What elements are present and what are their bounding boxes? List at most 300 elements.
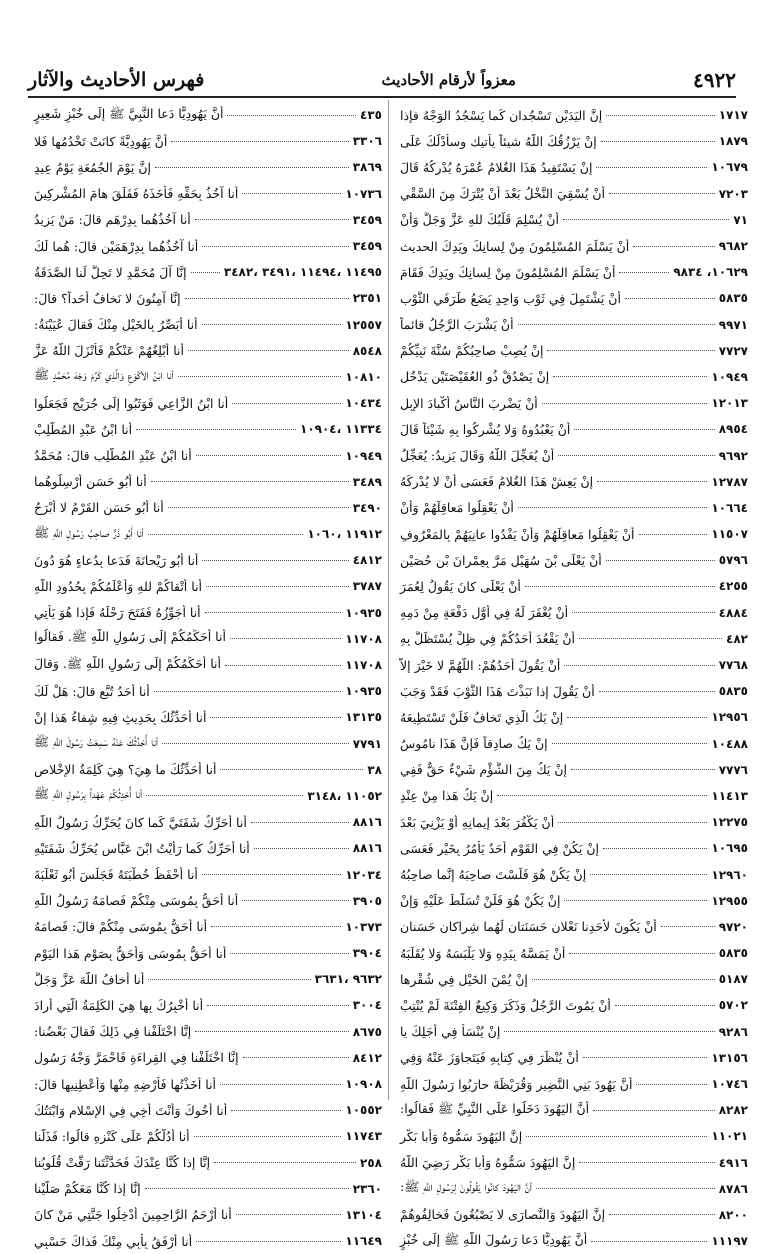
header-rule bbox=[28, 96, 736, 98]
index-entry bbox=[30, 207, 382, 233]
entry-text: أنا أَبُو رَيْحانَةَ فَدَعا بِدُعاءٍ هُوَ دُونَ bbox=[34, 552, 199, 568]
entry-text: أنا ابْنُ الزَّاعِي فَوَثَبُوا إلَى جُرَيْجٍ فَجَعَلُوا bbox=[34, 395, 229, 411]
entry-text: إنْ يَسْتَفِيدُ هَذَا الغُلامُ عُمْرَهُ يُدْرِكُهُ قَالَ bbox=[400, 159, 593, 175]
entry-text: أنا أُحَدِّثُكَ عَنْهُ سَمِعْتُ رَسُولَ اللَّهِ ﷺ bbox=[34, 734, 159, 750]
index-entry bbox=[30, 495, 382, 521]
index-entry bbox=[30, 312, 382, 338]
leader-dots bbox=[564, 665, 714, 666]
entry-ref-number: ٥٨٣٥ bbox=[718, 291, 748, 306]
entry-ref-number: ١١٤١٣ bbox=[711, 788, 748, 803]
entry-ref-number: ١٢٩٥٦ bbox=[711, 710, 748, 725]
index-entry bbox=[396, 1123, 748, 1149]
entry-ref-number: ٣٤٩٠ bbox=[352, 500, 382, 515]
entry-ref-number: ١٠٤٨٨ bbox=[711, 736, 748, 751]
index-entry bbox=[30, 338, 382, 364]
leader-dots bbox=[552, 743, 708, 744]
index-entry bbox=[30, 416, 382, 442]
leader-dots bbox=[162, 743, 349, 744]
index-entry bbox=[30, 652, 382, 678]
entry-ref-number: ١٠٩٠٨ bbox=[345, 1077, 382, 1092]
index-entry bbox=[396, 678, 748, 704]
index-entry bbox=[396, 783, 748, 809]
entry-ref-number: ٥٨٣٥ bbox=[718, 684, 748, 699]
entry-text: أنْ يُسْقِيَ النَّخْلُ بَعْدَ أَنْ يُتْرَكَ مِنَ السَّقْيِ bbox=[400, 186, 605, 202]
leader-dots bbox=[590, 874, 707, 875]
entry-ref-number: ١١٥٠٧ bbox=[711, 527, 748, 542]
entry-ref-number: ٨٤١٢ bbox=[352, 1050, 382, 1065]
index-entry bbox=[396, 521, 748, 547]
index-entry bbox=[30, 521, 382, 547]
entry-ref-number: ٧٧٩١ bbox=[352, 736, 382, 751]
entry-ref-number: ١٣١٣٥ bbox=[345, 710, 382, 725]
index-entry bbox=[396, 652, 748, 678]
entry-ref-number: ٨٢٨٢ bbox=[718, 1103, 748, 1118]
entry-text: أنْ يَعْبُدُوهُ وَلا يُشْرِكُوا بِهِ شَيْئاً قَالَ bbox=[400, 421, 571, 437]
entry-ref-number: ١٢٢٧٥ bbox=[711, 815, 748, 830]
index-entry bbox=[30, 704, 382, 730]
entry-text: أنا أَحَدُ تُبَّعٍ قالَ: هَلْ لَكَ bbox=[34, 683, 150, 699]
entry-text: أنا أَبُو حَسَنٍ أَرْسِلُوهُما bbox=[34, 474, 147, 490]
entry-ref-number: ١١٤٩٥ ،١١٤٩٤ ،٣٤٩١ ،٣٤٨٢ bbox=[223, 265, 382, 280]
entry-text: إنْ يَكُ صادِقاً فَإنَّ هَذَا نامُوسٌ bbox=[400, 736, 548, 752]
entry-ref-number: ١١٩١٢ ،١٠٦٠ bbox=[307, 527, 382, 542]
entry-ref-number: ٣٨٦٩ bbox=[352, 160, 382, 175]
entry-text: أنا أُجَوِّزُهُ فَفَتَحَ رَحْلَهُ فَإذا هُوَ يَأْتِي bbox=[34, 605, 201, 621]
entry-text: إنَّا آلَ مُحَمَّدٍ لا تَحِلُّ لَنا الصَّدَقَةُ bbox=[34, 264, 187, 280]
leader-dots bbox=[603, 848, 707, 849]
entry-ref-number: ١٠٧٤٦ bbox=[711, 1077, 748, 1092]
leader-dots bbox=[202, 246, 348, 247]
index-entry bbox=[30, 1176, 382, 1202]
entry-text: أنْ يَسْلَمَ المُسْلِمُونَ مِنْ لِسانِكَ ويَدِكَ فَقَامَ bbox=[400, 264, 616, 280]
entry-ref-number: ٢٣٥١ bbox=[352, 291, 382, 306]
entry-text: إنْ يَكُ مِنَ الشُّؤْمِ شَيْءٌ حَقٌّ فَفِي bbox=[400, 762, 567, 778]
entry-text: أنا آخُذُ بِحَقِّهِ فَأَخَذَهُ فَفَلَقَ هامَ المُشْرِكِينَ bbox=[34, 186, 239, 202]
leader-dots bbox=[136, 429, 296, 430]
leader-dots bbox=[569, 953, 714, 954]
index-entry bbox=[396, 469, 748, 495]
leader-dots bbox=[542, 403, 708, 404]
entry-text: أنا أَتْقاكُمْ للهِ وَأَعْلَمُكُمْ بِحُدُودِ اللَّهِ bbox=[34, 578, 203, 594]
entry-text: إنْ يَكُنْ فِي القَوْمِ أَحَدٌ يَأْمُرُ بِخَيْرٍ فَعَسَى bbox=[400, 840, 599, 856]
index-entry bbox=[30, 285, 382, 311]
entry-text: أنا أَرْحَمُ الرَّاحِمِينَ أَدْخِلُوا جَنَّتِي مَنْ كانَ bbox=[34, 1207, 232, 1223]
leader-dots bbox=[230, 638, 341, 639]
index-entry bbox=[30, 1071, 382, 1097]
leader-dots bbox=[526, 1136, 707, 1137]
index-entry bbox=[396, 809, 748, 835]
entry-ref-number: ١١٠٢١ bbox=[711, 1129, 748, 1144]
index-entry bbox=[396, 416, 748, 442]
entry-ref-number: ١٠٤٣٤ bbox=[345, 396, 382, 411]
leader-dots bbox=[563, 219, 729, 220]
index-entry bbox=[30, 390, 382, 416]
index-entry bbox=[396, 1228, 748, 1254]
leader-dots bbox=[188, 350, 349, 351]
index-entry bbox=[30, 783, 382, 809]
leader-dots bbox=[231, 1110, 341, 1111]
leader-dots bbox=[171, 141, 348, 142]
entry-text: أنْ يُعَجِّلَ اللَّهُ وَقَالَ يَزِيدُ: يُعَجِّلُ bbox=[400, 448, 555, 464]
leader-dots bbox=[202, 874, 341, 875]
index-entry bbox=[30, 992, 382, 1018]
leader-dots bbox=[615, 1005, 715, 1006]
entry-ref-number: ١٠٩٤٩ bbox=[345, 448, 382, 463]
entry-ref-number: ١٣١٠٤ bbox=[345, 1207, 382, 1222]
leader-dots bbox=[596, 167, 707, 168]
entry-ref-number: ٤٨٨٤ bbox=[718, 605, 748, 620]
leader-dots bbox=[591, 1241, 707, 1242]
entry-text: أنْ يُنْظَرَ فِي كِتابِهِ فَيَتَجاوَزَ عَنْهُ وَفِي bbox=[400, 1050, 579, 1066]
index-entry bbox=[396, 1071, 748, 1097]
entry-ref-number: ١٠٦٩٥ bbox=[711, 841, 748, 856]
leader-dots bbox=[609, 193, 715, 194]
index-entry bbox=[30, 102, 382, 128]
index-entry bbox=[396, 442, 748, 468]
leader-dots bbox=[536, 1188, 715, 1189]
entry-text: إنْ يُنْسَأْ فِي أَجَلِكَ يا bbox=[400, 1024, 501, 1040]
index-entry bbox=[30, 1045, 382, 1071]
leader-dots bbox=[202, 560, 348, 561]
entry-ref-number: ٩٢٨٦ bbox=[718, 1024, 748, 1039]
entry-ref-number: ٤٢٥٥ bbox=[718, 579, 748, 594]
leader-dots bbox=[601, 141, 715, 142]
entry-text: إنْ يَكُ هَذا مِنْ عِنْدِ bbox=[400, 788, 494, 804]
index-entry bbox=[30, 469, 382, 495]
entry-ref-number: ٣٤٨٩ bbox=[352, 474, 382, 489]
entry-ref-number: ٥٨٣٥ bbox=[718, 946, 748, 961]
entry-text: أنا أُحَدِّثُكَ بِحَدِيثٍ فِيهِ شِفاءُ هَذا إنْ bbox=[34, 709, 207, 725]
leader-dots bbox=[191, 272, 220, 273]
leader-dots bbox=[636, 1084, 707, 1085]
entry-ref-number: ٣٩٠٥ bbox=[352, 893, 382, 908]
leader-dots bbox=[606, 560, 715, 561]
index-entry bbox=[396, 1202, 748, 1228]
entry-text: أنْ يَمُوتَ الرَّجُلُ وَذَكَرَ وَكِيعٌ الفِتْنَةَ لَمْ يُنْتِبْ bbox=[400, 997, 611, 1013]
leader-dots bbox=[242, 193, 341, 194]
entry-text: أنْ يَعْقِلُوا مَعاقِلَهُمْ وَأنْ يَفْدُوا عانِيَهُمْ بِالمَعْرُوفِ bbox=[400, 526, 635, 542]
leader-dots bbox=[572, 612, 715, 613]
leader-dots bbox=[619, 272, 669, 273]
leader-dots bbox=[220, 1084, 341, 1085]
index-entry bbox=[30, 678, 382, 704]
entry-text: أنا أُحَكِّمُكُمْ إلَى رَسُولِ اللَّهِ ﷺ. وَقالَ bbox=[34, 655, 221, 671]
leader-dots bbox=[227, 115, 356, 116]
entry-text: إنْ يَكُنْ هُوَ فَلَنْ تُسَلَّطَ عَلَيْهِ وَإنْ bbox=[400, 893, 561, 909]
index-entry bbox=[30, 1097, 382, 1123]
entry-text: أنا أَبُو حَسَنٍ القَرْمُ لا أَبْرَحُ bbox=[34, 500, 164, 516]
index-entry bbox=[396, 861, 748, 887]
entry-ref-number: ١٠٦٦٤ bbox=[711, 500, 748, 515]
index-entry bbox=[30, 233, 382, 259]
entry-ref-number: ٨٧٨٦ bbox=[718, 1181, 748, 1196]
index-entry bbox=[30, 600, 382, 626]
entry-ref-number: ١٠٩٣٥ bbox=[345, 605, 382, 620]
index-entry bbox=[30, 861, 382, 887]
leader-dots bbox=[148, 534, 304, 535]
entry-ref-number: ١٠٨١٠ bbox=[345, 369, 382, 384]
entry-text: أنْ يَقْعُدَ أَحَدُكُمْ فِي ظِلٍّ يُسْتَظَلُّ بِهِ bbox=[400, 631, 576, 647]
entry-ref-number: ٥١٨٧ bbox=[718, 972, 748, 987]
entry-ref-number: ٧١ bbox=[733, 212, 748, 227]
entry-ref-number: ١٢٠١٣ bbox=[711, 396, 748, 411]
index-entry bbox=[396, 1176, 748, 1202]
index-entry bbox=[396, 888, 748, 914]
index-entry bbox=[396, 940, 748, 966]
leader-dots bbox=[207, 1005, 349, 1006]
entry-ref-number: ١٠٥٥٢ bbox=[345, 1103, 382, 1118]
entry-ref-number: ١٢٩٥٥ bbox=[711, 893, 748, 908]
index-entry bbox=[396, 364, 748, 390]
index-entry bbox=[396, 1045, 748, 1071]
leader-dots bbox=[583, 1057, 708, 1058]
entry-ref-number: ١١٠٥٢ ،٣١٤٨ bbox=[307, 788, 382, 803]
entry-text: أنْ يَقُولَ إذا نَبَذْتَ هَذَا الثَّوْبَ فَقَدْ وَجَبَ bbox=[400, 683, 595, 699]
entry-text: أنا أَخُوكَ وَأَنْتَ أَخِي فِي الإسْلامِ وَابْنَتُكَ bbox=[34, 1102, 228, 1118]
index-entry bbox=[30, 888, 382, 914]
entry-ref-number: ٥٧٩٦ bbox=[718, 553, 748, 568]
entry-ref-number: ٢٣٦٠ bbox=[352, 1181, 382, 1196]
entry-text: أنا آخُذُهُما بِدِرْهَمَيْنِ قالَ: هُما لَكَ bbox=[34, 238, 199, 254]
entry-text: إنَّا آمِنُونَ لا نَخافُ أَحَداً؟ قالَ: bbox=[34, 290, 181, 306]
entry-ref-number: ١١١٩٧ bbox=[711, 1234, 748, 1249]
entry-ref-number: ٤٣٥ bbox=[360, 108, 382, 123]
entry-text: إنَّ اليَهُودَ وَالنَّصارَى لا يَصْبُغُونَ فَخالِفُوهُمْ bbox=[400, 1207, 606, 1223]
entry-text: إنْ يَكُنْ هُوَ فَلَسْتَ صاحِبَهُ إنَّما صاحِبُهُ bbox=[400, 867, 587, 883]
leader-dots bbox=[196, 1241, 341, 1242]
entry-ref-number: ١٧١٧ bbox=[718, 108, 748, 123]
entry-text: أنَّ اليَهُودَ دَخَلُوا عَلَى النَّبِيِّ ﷺ فَقالُوا: bbox=[400, 1100, 590, 1116]
entry-text: أنْ يَسْلَمَ المُسْلِمُونَ مِنْ لِسانِكَ ويَدِكَ الحديث bbox=[400, 238, 630, 254]
index-entry bbox=[30, 442, 382, 468]
entry-text: أنا أَحْفَظُ خُطْبَتَهُ فَجَلَسَ أَبُو ثَعْلَبَةَ bbox=[34, 867, 198, 883]
entry-text: إنَّا اخْتَلَفْنا فِي ذَلِكَ فَقالَ بَعْضُنا: bbox=[34, 1024, 192, 1040]
entry-ref-number: ٧٢٠٣ bbox=[718, 186, 748, 201]
leader-dots bbox=[151, 481, 349, 482]
entry-ref-number: ١١٧٤٣ bbox=[345, 1129, 382, 1144]
running-title: فهرس الأحاديث والآثار bbox=[28, 69, 205, 91]
leader-dots bbox=[146, 795, 303, 796]
index-entry bbox=[30, 966, 382, 992]
entry-text: أنْ يَمَسَّهُ بِيَدِهِ وَلا يَلْبَسَهُ وَلا يُقَلِّبَهُ bbox=[400, 945, 566, 961]
leader-dots bbox=[579, 1162, 714, 1163]
entry-text: إنَّ اليَدَيْنِ تَسْجُدانِ كَما يَسْجُدُ الوَجْهُ فإذا bbox=[400, 107, 603, 123]
entry-text: إنَّا إذا كُنَّا مَعَكُمْ صَلَّيْنا bbox=[34, 1181, 141, 1197]
index-entry bbox=[30, 809, 382, 835]
index-entry bbox=[30, 731, 382, 757]
entry-ref-number: ٤٩١٦ bbox=[718, 1155, 748, 1170]
leader-dots bbox=[214, 1162, 356, 1163]
entry-text: أنا أَحَقُّ بِمُوسَى مِنْكُمْ فَصامَهُ رَسُولُ اللَّهِ bbox=[34, 893, 239, 909]
index-entry bbox=[30, 154, 382, 180]
leader-dots bbox=[168, 507, 349, 508]
entry-text: أنَّ يَهُودِيًّا دَعا النَّبِيَّ ﷺ إلَى خُبْزِ شَعِيرٍ bbox=[34, 105, 224, 121]
entry-text: أنا أُحَدِّثُكَ ما هِيَ؟ هِيَ كَلِمَةُ الإخْلاصِ bbox=[34, 762, 217, 778]
entry-text: إنْ يُصِبْ صاحِبُكُمْ سُنَّةَ نَبِيِّكُمْ bbox=[400, 343, 544, 359]
index-entry bbox=[396, 1019, 748, 1045]
index-entry bbox=[396, 731, 748, 757]
entry-ref-number: ٣٩٠٤ bbox=[352, 946, 382, 961]
entry-ref-number: ٣٧٨٧ bbox=[352, 579, 382, 594]
entry-ref-number: ٤٨١٢ bbox=[352, 553, 382, 568]
index-entry bbox=[396, 128, 748, 154]
index-entry bbox=[30, 1228, 382, 1254]
index-entry bbox=[30, 914, 382, 940]
index-entry bbox=[396, 966, 748, 992]
entry-text: أنا أَبُو ذَرٍّ صاحِبُ رَسُولِ اللَّهِ ﷺ bbox=[34, 524, 144, 540]
entry-ref-number: ٨٦٧٥ bbox=[352, 1024, 382, 1039]
entry-text: أنْ يُسْلِمَ قَلْبُكَ للهِ عَزَّ وَجَلَّ وَأَنْ bbox=[400, 212, 559, 228]
index-entry bbox=[396, 835, 748, 861]
entry-text: أنا أُبَصِّرُ بِالخَيْلِ مِنْكَ فَقالَ عُيَيْنَةُ: bbox=[34, 317, 198, 333]
index-entry bbox=[396, 207, 748, 233]
entry-text: أنْ يَقُولَ أَحَدُهُمْ: اللَّهُمَّ لا خَيْرَ إلاَّ bbox=[400, 657, 561, 673]
leader-dots bbox=[558, 455, 714, 456]
index-entry bbox=[396, 102, 748, 128]
entry-ref-number: ٢٥٨ bbox=[360, 1155, 382, 1170]
leader-dots bbox=[196, 455, 342, 456]
leader-dots bbox=[210, 717, 341, 718]
right-column bbox=[396, 102, 748, 1254]
leader-dots bbox=[579, 638, 722, 639]
leader-dots bbox=[633, 246, 714, 247]
index-entry bbox=[30, 757, 382, 783]
page-header bbox=[28, 66, 736, 94]
index-entry bbox=[30, 1202, 382, 1228]
entry-ref-number: ٨٨١٦ bbox=[352, 841, 382, 856]
leader-dots bbox=[194, 1136, 342, 1137]
leader-dots bbox=[558, 822, 707, 823]
entry-text: إنْ يَصْدُقْ ذُو العُقَيْصَتَيْنِ يَدْخُلِ bbox=[400, 369, 550, 385]
entry-ref-number: ٩٧٢٠ bbox=[718, 919, 748, 934]
index-entry bbox=[396, 259, 748, 285]
entry-text: إنَّ يَوْمَ الجُمُعَةِ يَوْمُ عِيدٍ bbox=[34, 159, 151, 175]
leader-dots bbox=[547, 350, 714, 351]
entry-text: أنا أُخْبِرُكَ بِها هِيَ الكَلِمَةُ الَّتِي أَرادَ bbox=[34, 997, 204, 1013]
index-entry bbox=[30, 547, 382, 573]
index-entry bbox=[30, 835, 382, 861]
entry-ref-number: ١١٧٠٨ bbox=[345, 658, 382, 673]
leader-dots bbox=[145, 1188, 349, 1189]
entry-ref-number: ١٢٧٨٧ bbox=[711, 474, 748, 489]
entry-text: إنْ يَكُ الَّذِي تَخافُ فَلَنْ تَسْتَطِيعَهُ bbox=[400, 709, 564, 725]
entry-ref-number: ٨٨١٦ bbox=[352, 815, 382, 830]
entry-text: أنَّ يَهُودِيَّةً كانَتْ تَخْدُمُها فَلا bbox=[34, 133, 168, 149]
leader-dots bbox=[593, 1110, 715, 1111]
entry-text: إنْ يُمْنَ الخَيْلِ فِي شُقْرِها bbox=[400, 971, 528, 987]
entry-ref-number: ٧٧٢٧ bbox=[718, 343, 748, 358]
entry-text: أنْ يَكْفُرَ بَعْدَ إيمانِهِ أَوْ يَزْنِيَ بَعْدَ bbox=[400, 814, 555, 830]
leader-dots bbox=[625, 298, 715, 299]
entry-ref-number: ١٨٧٩ bbox=[718, 134, 748, 149]
index-entry bbox=[396, 154, 748, 180]
entry-ref-number: ٩٦٣٢ ،٣٦٣١ bbox=[314, 972, 382, 987]
index-entry bbox=[30, 364, 382, 390]
index-entry bbox=[30, 259, 382, 285]
entry-text: أنا أَدُلُّكُمْ عَلَى كَنْزِهِ قالُوا: فَذَلَّنا bbox=[34, 1128, 190, 1144]
page-number: ٤٩٢٢ bbox=[693, 68, 736, 92]
leader-dots bbox=[242, 900, 349, 901]
entry-text: أنْ يُغْفَرَ لَهُ فِي أَوَّلِ دَفْعَةٍ مِنْ دَمِهِ bbox=[400, 605, 569, 621]
leader-dots bbox=[497, 795, 707, 796]
leader-dots bbox=[154, 691, 342, 692]
entry-text: أنا أَحَقُّ بِمُوسَى وَأَحَقُّ بِصَوْمِ هَذا اليَوْمِ bbox=[34, 945, 227, 961]
entry-ref-number: ٤٨٢ bbox=[726, 631, 748, 646]
leader-dots bbox=[195, 1031, 348, 1032]
entry-text: أنَّ يَهُودَ بَنِي النَّضِيرِ وَقُرَيْظَةَ حارَبُوا رَسُولَ اللَّهِ bbox=[400, 1076, 633, 1092]
entry-ref-number: ٧٧٧٦ bbox=[718, 762, 748, 777]
entry-text: أنا أَحَقُّ بِمُوسَى مِنْكُمْ قالَ: فَصامَهُ bbox=[34, 919, 208, 935]
index-entry bbox=[396, 1150, 748, 1176]
entry-ref-number: ٣٣٠٦ bbox=[352, 134, 382, 149]
index-entry bbox=[396, 547, 748, 573]
index-entry bbox=[396, 573, 748, 599]
leader-dots bbox=[236, 1214, 342, 1215]
leader-dots bbox=[185, 298, 349, 299]
leader-dots bbox=[254, 848, 349, 849]
index-entry bbox=[396, 495, 748, 521]
entry-text: أنْ يَشْتَمِلَ فِي ثَوْبٍ وَاحِدٍ يَضَعُ طَرَفَيِ الثَّوْبِ bbox=[400, 290, 621, 306]
index-entry bbox=[30, 1150, 382, 1176]
index-entry bbox=[30, 573, 382, 599]
entry-text: أنا أُحَرِّكُ شَفَتَيَّ كَما كانَ يُحَرِّكُ رَسُولُ اللَّهِ bbox=[34, 814, 247, 830]
index-entry bbox=[396, 626, 748, 652]
entry-ref-number: ٣٤٥٩ bbox=[352, 212, 382, 227]
leader-dots bbox=[599, 691, 715, 692]
index-entry bbox=[30, 181, 382, 207]
leader-dots bbox=[661, 926, 715, 927]
entry-text: أنْ يَعْلَى بْنَ سُهَيْلٍ مَرَّ بِعِمْرانَ بْنِ حُصَيْنٍ bbox=[400, 552, 602, 568]
entry-ref-number: ١١٣٣٤ ،١٠٩٠٤ bbox=[300, 422, 382, 437]
entry-ref-number: ١٣١٥٦ bbox=[711, 1050, 748, 1065]
entry-text: إنْ يَعِشْ هَذَا الغُلامُ فَعَسَى أنْ لا يُدْرِكَهُ bbox=[400, 474, 594, 490]
leader-dots bbox=[232, 403, 341, 404]
leader-dots bbox=[518, 324, 715, 325]
leader-dots bbox=[206, 586, 349, 587]
entry-text: إنَّا اخْتَلَفْنا فِي القِراءَةِ فَاحْمَرَّ وَجْهُ رَسُولِ bbox=[34, 1050, 239, 1066]
entry-text: أنا ابْنُ عَبْدِ المُطَّلِبْ bbox=[34, 421, 133, 437]
entry-text: أنْ يَكُونَ لأحَدِنا نَعْلانِ حَسَنَتانِ لَهُما شِراكانِ حَسَنانِ bbox=[400, 919, 657, 935]
entry-ref-number: ١٢٩٦٠ bbox=[711, 867, 748, 882]
leader-dots bbox=[211, 926, 341, 927]
leader-dots bbox=[606, 115, 714, 116]
index-entry bbox=[30, 128, 382, 154]
index-entry bbox=[396, 233, 748, 259]
entry-ref-number: ١٠٦٧٩ bbox=[711, 160, 748, 175]
index-entry bbox=[396, 338, 748, 364]
index-entry bbox=[396, 992, 748, 1018]
entry-text: إنَّ اليَهُودَ سَمُّوهُ وَأَبا بَكْرٍ bbox=[400, 1128, 523, 1144]
leader-dots bbox=[155, 167, 349, 168]
index-entry bbox=[396, 600, 748, 626]
entry-text: أنا ابْنُ الأكْوَعِ وَالَّذِي كَرَّمَ وَجْهَ مُحَمَّدٍ ﷺ bbox=[34, 367, 174, 383]
entry-text: أنْ يَعْلَى كانَ يَقُولُ لِعُمَرَ bbox=[400, 578, 521, 594]
entry-ref-number: ٣٨ bbox=[367, 762, 382, 777]
entry-text: أنا أُحَرِّكُ كَما رَأَيْتُ ابْنَ عَبَّاسٍ يُحَرِّكُ شَفَتَيْهِ bbox=[34, 840, 250, 856]
entry-ref-number: ١١٦٤٩ bbox=[345, 1234, 382, 1249]
leader-dots bbox=[178, 376, 342, 377]
column-divider bbox=[388, 100, 389, 1100]
leader-dots bbox=[574, 429, 714, 430]
entry-ref-number: ٩٩٧١ bbox=[718, 317, 748, 332]
entry-text: أنا آخُذُهُما بِدِرْهَمٍ قالَ: مَنْ يَزِيدُ bbox=[34, 212, 191, 228]
index-entry bbox=[30, 1123, 382, 1149]
entry-ref-number: ٨٩٥٤ bbox=[718, 422, 748, 437]
entry-ref-number: ٨٥٤٨ bbox=[352, 343, 382, 358]
entry-text: أنا أَخَذْتُها فَأَرْضِهِ مِنْها وَأَعْطِنِيها قالَ: bbox=[34, 1076, 217, 1092]
entry-text: أنا أَخافُ اللَّهَ عَزَّ وَجَلَّ bbox=[34, 971, 145, 987]
entry-text: إنَّ اليَهُودَ سَمُّوهُ وَأَبا بَكْرٍ رَضِيَ اللَّهُ bbox=[400, 1155, 576, 1171]
